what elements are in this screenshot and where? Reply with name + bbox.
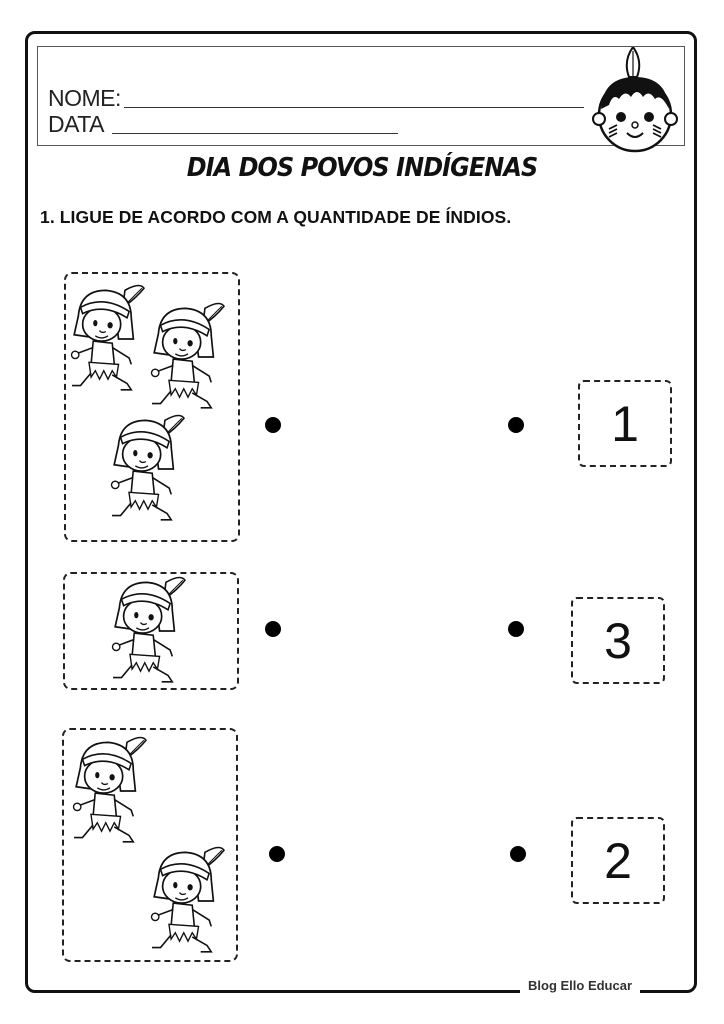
- number-label: 3: [604, 612, 632, 669]
- indigenous-child-icon: [108, 414, 188, 524]
- date-label: DATA: [48, 111, 104, 137]
- footer-credit: Blog Ello Educar: [520, 978, 640, 993]
- number-label: 1: [611, 395, 639, 452]
- picture-box-row-2: [63, 572, 239, 690]
- indigenous-child-icon: [70, 736, 150, 846]
- instruction-text: 1. LIGUE DE ACORDO COM A QUANTIDADE DE ÍNDIOS.: [40, 207, 512, 227]
- number-label: 2: [604, 832, 632, 889]
- page-title: DIA DOS POVOS INDÍGENAS: [186, 153, 538, 183]
- number-box-row-1: [578, 380, 672, 467]
- indigenous-child-icon: [148, 846, 228, 956]
- connect-dot-right-row-2[interactable]: [508, 621, 524, 637]
- header-box: [37, 46, 685, 146]
- indigenous-child-icon: [68, 284, 148, 394]
- mascot-icon: [585, 47, 685, 155]
- name-label: NOME:: [48, 85, 121, 111]
- number-box-row-3: [571, 817, 665, 904]
- indigenous-child-icon: [148, 302, 228, 412]
- name-line[interactable]: [124, 106, 584, 108]
- date-field[interactable]: [48, 111, 398, 138]
- connect-dot-left-row-1[interactable]: [265, 417, 281, 433]
- date-line[interactable]: [112, 132, 398, 134]
- number-box-row-2: [571, 597, 665, 684]
- connect-dot-left-row-3[interactable]: [269, 846, 285, 862]
- connect-dot-left-row-2[interactable]: [265, 621, 281, 637]
- connect-dot-right-row-1[interactable]: [508, 417, 524, 433]
- picture-box-row-3: [62, 728, 238, 962]
- indigenous-child-icon: [109, 576, 189, 686]
- connect-dot-right-row-3[interactable]: [510, 846, 526, 862]
- picture-box-row-1: [64, 272, 240, 542]
- name-field[interactable]: [48, 85, 584, 112]
